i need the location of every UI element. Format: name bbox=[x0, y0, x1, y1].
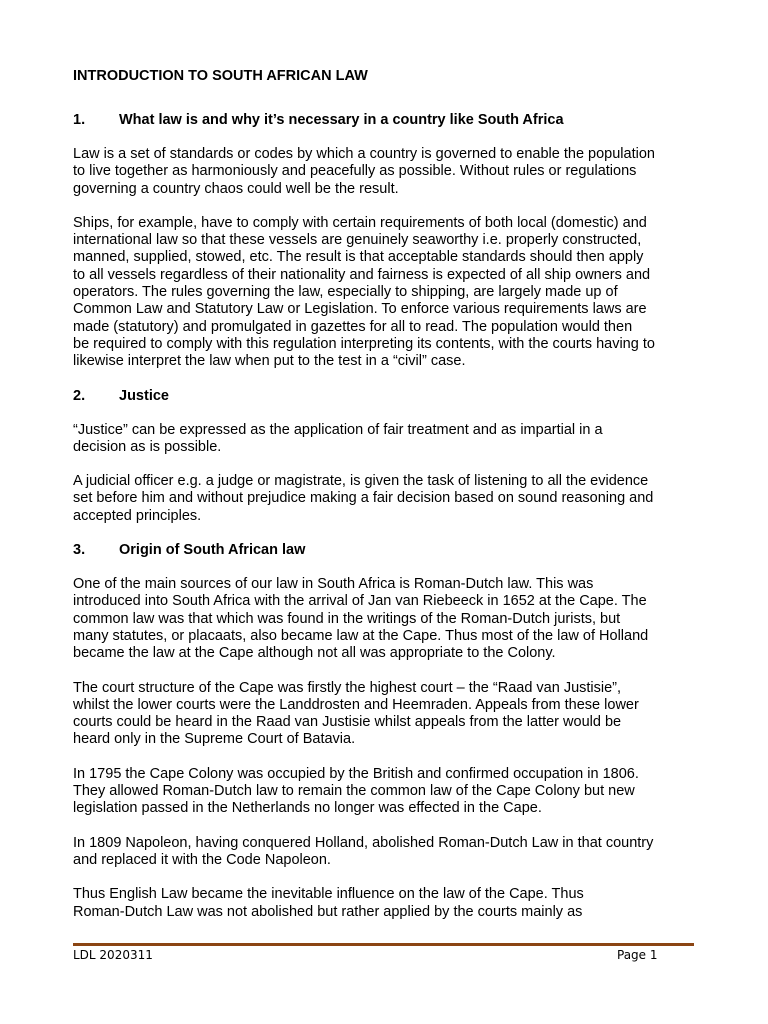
section-1 bbox=[73, 112, 703, 371]
section-heading-text: Origin of South African law bbox=[119, 542, 306, 559]
section-number: 3. bbox=[73, 542, 86, 559]
document-body bbox=[73, 68, 703, 938]
paragraph: In 1809 Napoleon, having conquered Holland, abolished Roman-Dutch Law in that country and replaced it with the Code Napoleon. bbox=[73, 834, 654, 868]
paragraph: The court structure of the Cape was firstly the highest court – the “Raad van Justisie”, whilst the lower courts were the Landdrosten and Heemraden. Appeals from these lower courts could be heard in the Raad van Justisie whilst appeals from the latter would be heard only in the Supreme Court of Batavia. bbox=[73, 679, 639, 748]
section-number: 2. bbox=[73, 387, 86, 404]
section-heading bbox=[73, 112, 703, 129]
paragraph: One of the main sources of our law in South Africa is Roman-Dutch law. This was introduced into South Africa with the arrival of Jan van Riebeeck in 1652 at the Cape. The common law was that which was found in the writings of the Roman-Dutch jurists, but many statutes, or placaats, also became law at the Cape. Thus most of the law of Holland became the law at the Cape although not all was appropriate to the Colony. bbox=[73, 576, 649, 662]
document-title: INTRODUCTION TO SOUTH AFRICAN LAW bbox=[73, 68, 368, 84]
paragraph: A judicial officer e.g. a judge or magistrate, is given the task of listening to all the evidence set before him and without prejudice making a fair decision based on sound reasoning and accepted principles. bbox=[73, 473, 654, 524]
footer-document-code: LDL 2020311 bbox=[73, 948, 153, 962]
section-3 bbox=[73, 542, 703, 921]
paragraph: Law is a set of standards or codes by which a country is governed to enable the population to live together as harmoniously and peacefully as possible. Without rules or regulations governing a country chaos could well be the result. bbox=[73, 146, 655, 197]
paragraph: In 1795 the Cape Colony was occupied by the British and confirmed occupation in 1806. They allowed Roman-Dutch law to remain the common law of the Cape Colony but new legislation passed in the Netherlands no longer was effected in the Cape. bbox=[73, 765, 639, 817]
paragraph: Thus English Law became the inevitable influence on the law of the Cape. Thus Roman-Dutch Law was not abolished but rather applied by the courts mainly as bbox=[73, 886, 584, 920]
paragraph: Ships, for example, have to comply with certain requirements of both local (domestic) and international law so that these vessels are genuinely seaworthy i.e. properly constructed, manned, supplied, stowed, etc. The result is that acceptable standards should then apply to all vessels regardless of their nationality and fairness is expected of all ship owners and operators. The rules governing the law, especially to shipping, are largely made up of Common Law and Statutory Law or Legislation. To enforce various requirements laws are made (statutory) and promulgated in gazettes for all to read. The population would then be required to comply with this regulation interpreting its contents, with the courts having to likewise interpret the law when put to the test in a “civil” case. bbox=[73, 214, 655, 370]
section-number: 1. bbox=[73, 112, 86, 128]
footer-page-number: Page 1 bbox=[617, 948, 658, 962]
section-heading-text: Justice bbox=[119, 387, 169, 404]
section-heading bbox=[73, 542, 703, 559]
section-heading-text: What law is and why it’s necessary in a country like South Africa bbox=[119, 112, 564, 128]
section-2 bbox=[73, 388, 703, 525]
paragraph: “Justice” can be expressed as the application of fair treatment and as impartial in a decision as is possible. bbox=[73, 421, 603, 455]
section-heading bbox=[73, 388, 703, 405]
footer-rule bbox=[73, 943, 694, 946]
